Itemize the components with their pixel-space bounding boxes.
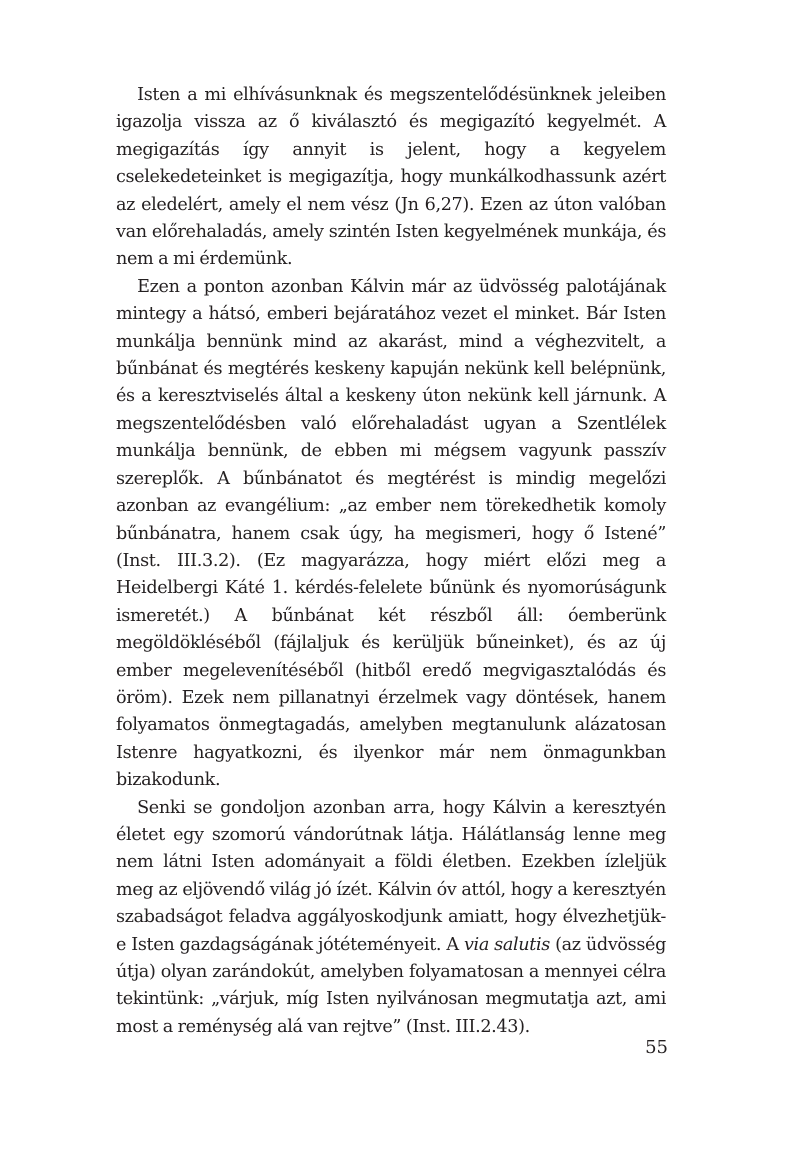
paragraph-3-part-2: (az üdvösség útja) olyan zarándokút, amelyben folyamatosan a mennyei célra tekintünk: „várjuk, míg Isten nyilvánosan megmutatja azt, ami most a reménység alá van rejtve” (Inst. III.2.43).	[116, 934, 666, 1037]
paragraph-3-part-1: Senki se gondoljon azonban arra, hogy Kálvin a keresztyén életet egy szomorú vándorútnak látja. Hálátlanság lenne meg nem látni Isten adományait a földi életben. Ezekben ízleljük meg az eljövendő világ jó ízét. Kálvin óv attól, hogy a keresztyén szabadságot feladva aggályoskodjunk amiatt, hogy élvezhetjük-e Isten gazdagságának jótéteményeit. A	[116, 797, 666, 955]
paragraph-3	[116, 795, 666, 1042]
paragraph-1: Isten a mi elhívásunknak és megszentelődésünknek jeleiben igazolja vissza az ő kiválasztó és megigazító kegyelmét. A megigazítás így annyit is jelent, hogy a kegyelem cselekedeteinket is megigazítja, hogy munkálkodhassunk azért az eledelért, amely el nem vész (Jn 6,27). Ezen az úton valóban van előrehaladás, amely szintén Isten kegyelmének munkája, és nem a mi érdemünk.	[116, 85, 666, 270]
page-number: 55	[645, 1037, 668, 1058]
body-text	[116, 82, 666, 1041]
latin-term-via-salutis: via salutis	[463, 934, 550, 955]
paragraph-2: Ezen a ponton azonban Kálvin már az üdvösség palotájának mintegy a hátsó, emberi bejáratához vezet el minket. Bár Isten munkálja bennünk mind az akarást, mind a véghezvitelt, a bűnbánat és megtérés keskeny kapuján nekünk kell belépnünk, és a keresztviselés által a keskeny úton nekünk kell járnunk. A megszentelődésben való előrehaladást ugyan a Szentlélek munkálja bennünk, de ebben mi mégsem vagyunk passzív szereplők. A bűnbánatot és megtérést is mindig megelőzi azonban az evangélium: „az ember nem törekedhetik komoly bűnbánatra, hanem csak úgy, ha megismeri, hogy ő Istené” (Inst. III.3.2). (Ez magyarázza, hogy miért előzi meg a Heidelbergi Káté 1. kérdés-felelete bűnünk és nyomorúságunk ismeretét.) A bűnbánat két részből áll: óemberünk megöldökléséből (fájlaljuk és kerüljük bűneinket), és az új ember megelevenítéséből (hitből eredő megvigasztalódás és öröm). Ezek nem pillanatnyi érzelmek vagy döntések, hanem folyamatos önmegtagadás, amelyben megtanulunk alázatosan Istenre hagyatkozni, és ilyenkor már nem önmagunkban bizakodunk.	[116, 276, 666, 791]
